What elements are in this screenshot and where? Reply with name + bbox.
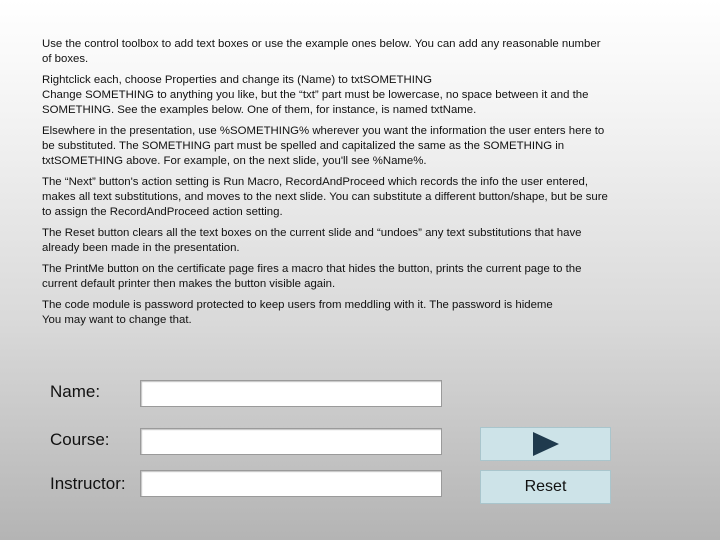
instruction-paragraph (42, 298, 652, 328)
instruction-line: The Reset button clears all the text boxes on the current slide and “undoes” any text substitutions that have (42, 227, 582, 239)
reset-button[interactable] (480, 470, 611, 504)
name-label: Name: (50, 382, 101, 401)
instruction-line: be substituted. The SOMETHING part must be spelled and capitalized the same as the SOMETHING in (42, 140, 565, 152)
instruction-line: Elsewhere in the presentation, use %SOMETHING% wherever you want the information the user enters here to (42, 125, 605, 137)
instruction-line: of boxes. (42, 53, 89, 65)
instructor-input[interactable] (140, 470, 442, 497)
instruction-line: The PrintMe button on the certificate page fires a macro that hides the button, prints the current page to the (42, 263, 582, 275)
course-label: Course: (50, 430, 110, 449)
instruction-line: already been made in the presentation. (42, 242, 240, 254)
instructions-text (42, 37, 652, 334)
instruction-line: You may want to change that. (42, 314, 192, 326)
reset-button-label: Reset (524, 478, 567, 495)
name-input[interactable] (140, 380, 442, 407)
instruction-line: txtSOMETHING above. For example, on the next slide, you'll see %Name%. (42, 155, 427, 167)
instruction-line: current default printer then makes the button visible again. (42, 278, 336, 290)
instruction-line: Change SOMETHING to anything you like, but the “txt” part must be lowercase, no space between it and the (42, 89, 589, 101)
instruction-paragraph (42, 73, 652, 118)
next-button[interactable] (480, 427, 611, 461)
instruction-paragraph (42, 124, 652, 169)
instruction-paragraph (42, 175, 652, 220)
instruction-line: makes all text substitutions, and moves to the next slide. You can substitute a different button/shape, but be sure (42, 191, 608, 203)
play-triangle-icon (531, 431, 561, 457)
instruction-line: Use the control toolbox to add text boxes or use the example ones below. You can add any reasonable number (42, 38, 601, 50)
instruction-line: The “Next” button's action setting is Run Macro, RecordAndProceed which records the info the user entered, (42, 176, 589, 188)
instruction-line: to assign the RecordAndProceed action setting. (42, 206, 283, 218)
instruction-line: Rightclick each, choose Properties and change its (Name) to txtSOMETHING (42, 74, 432, 86)
instruction-line: SOMETHING. See the examples below. One of them, for instance, is named txtName. (42, 104, 477, 116)
instruction-paragraph (42, 262, 652, 292)
instruction-paragraph (42, 37, 652, 67)
instructor-label: Instructor: (50, 474, 126, 493)
course-input[interactable] (140, 428, 442, 455)
instruction-paragraph (42, 226, 652, 256)
instruction-line: The code module is password protected to keep users from meddling with it. The password is hideme (42, 299, 553, 311)
